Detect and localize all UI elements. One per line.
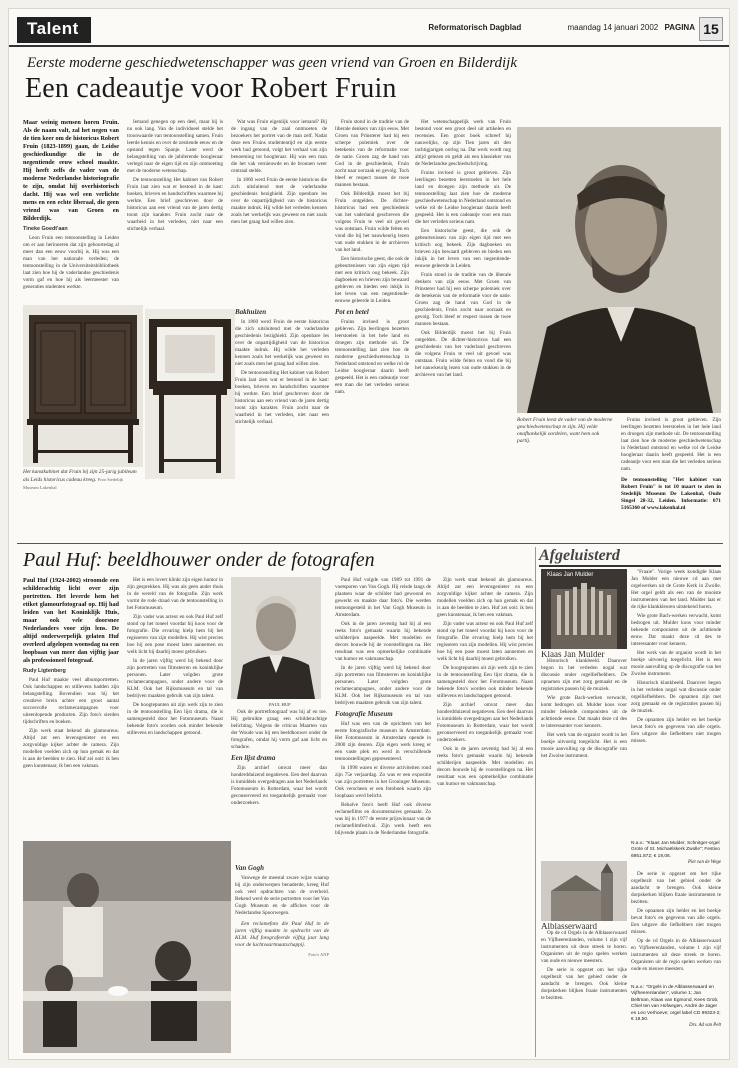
- paragraph: Zijn werk staat bekend als glamoureus. Altijd zat een levensgenieter en een zorgvuldige kijker achter de camera. Zijn modellen voelden zich op hun gemak en dat is aan de beelden te zien. Huf zei ooit: ik ben geen kunstenaar, ik ben een vakman.: [23, 728, 119, 769]
- paragraph: De opnamen zijn helder en het boekje bevat foto's en gegevens van alle orgels. Een uitgave die liefhebbers niet mogen missen.: [631, 908, 721, 935]
- sidebar-column-1b: [541, 923, 627, 1055]
- klm-photo: [23, 841, 231, 1053]
- header-meta: [428, 23, 695, 32]
- huf-portrait-illustration: [231, 577, 321, 699]
- organ-illustration: [541, 569, 627, 649]
- paragraph: Fruin stond in de traditie van de liberale denkers van zijn eeuw. Met Groen van Prinsterer had hij een scherpe polemiek over de betekenis van de reformatie voor de natie. Groen zag de hand van God in de geschiedenis, Fruin zocht naar oorzaak en gevolg. Toch bleef er respect tussen de twee mannen bestaan.: [415, 272, 511, 327]
- article-headline: Een cadeautje voor Robert Fruin: [25, 73, 397, 104]
- paragraph: In 1860 werd Fruin de eerste historicus die zich uitsluitend met de vaderlandse geschiedenis bezighield. Zijn openbare les over de onpartijdigheid van de historicus maakte indruk. Hij wilde het verleden kennen zoals het werkelijk was geweest en niet zoals men het graag had willen zien.: [235, 319, 329, 367]
- paragraph: Een historische geest, die ook de gebeurtenissen van zijn eigen tijd met een kritisch oog bekeek. Zijn dagboeken en brieven zijn bewaard gebleven en bieden een inkijk in het leven van een negentiende-eeuwse geleerde in Leiden.: [335, 256, 409, 304]
- photo-credit: Foto's ANP: [308, 952, 329, 957]
- display-case-illustration: [145, 309, 235, 479]
- sidebar-infobox-2: [631, 985, 721, 1030]
- paragraph: Wie grote Bach-werken verwacht, komt bedrogen uit. Mulder koos voor minder bekende componisten uit de achttiende eeuw. Dat maakt deze cd des te interessanter voor kenners.: [631, 613, 721, 647]
- article1-column-5: [415, 119, 511, 539]
- paragraph: Een historische geest, die ook de gebeurtenissen van zijn eigen tijd met een kritisch oog bekeek. Zijn dagboeken en brieven zijn bewaard gebleven en bieden een inkijk in het leven van een negentiende-eeuwse geleerde in Leiden.: [415, 228, 511, 269]
- article2-headline: Paul Huf: beeldhouwer onder de fotografen: [23, 549, 375, 571]
- cd-cover-mulder: [541, 569, 627, 649]
- article2-column-2: [127, 577, 223, 837]
- paragraph: De tentoonstelling Het kabinet van Robert Fruin laat zien wat er bestond in de kast: boeken, brieven en handschriften waarmee hij werkte. Een brief geschreven door de historicus aan een vriend van de jaren dertig toont zijn karakter. Fruin zocht naar de waarheid in het verleden, niet naar een stichtelijk verhaal.: [235, 370, 329, 425]
- subheading: Pot en betel: [335, 308, 369, 316]
- sidebar-infobox-1: [631, 841, 721, 867]
- subheading: Een lijst drama: [231, 754, 276, 762]
- sidebar-label: Afgeluisterd: [539, 547, 721, 567]
- paragraph: Historisch klankbeeld. Daarover begon in het verleden nogal wat discussie onder orgelliefhebbers. De opnamen zijn met zorg gemaakt en de registraties passen bij de muziek.: [631, 680, 721, 714]
- klm-photo-caption: Een reclamefoto die Paul Huf in de jaren vijftig maakte in opdracht van de KLM. Huf fotografeerde vijftig jaar lang voor de luchtvaartmaatschappij.: [235, 921, 329, 948]
- review-source: N.a.v.: "Klaas Jan Mulder, Schnitger-orgel Grote of St. Michaëlskerk Zwolle"; Festivo 6951.872; € 19,06.: [631, 841, 720, 859]
- article2-column-1: [23, 577, 119, 837]
- paragraph: In de jaren vijftig werd hij bekend door zijn portretten van filmsterren en koninklijke personen. Later volgden grote reclamecampagnes, onder andere voor de KLM. Ook het Rijksmuseum en tal van bedrijven maakten gebruik van zijn talent.: [335, 665, 431, 706]
- huf-portrait-photo: [231, 577, 321, 699]
- paragraph: De tentoonstelling Het kabinet van Robert Fruin laat zien wat er bestond in de kast: boeken, brieven en handschriften waarmee hij werkte. Een brief geschreven door de historicus aan een vriend van de jaren dertig toont zijn karakter. Fruin zocht naar de waarheid in het verleden, niet naar een stichtelijk verhaal.: [127, 177, 223, 232]
- church-photo: [541, 861, 627, 921]
- photo-credit: Foto Stedelijk Museum Lakenhal: [23, 477, 124, 490]
- article2-column-3b: [235, 861, 329, 1055]
- paragraph: Leon Fruin een tentoonstelling in Leiden om er aan herinneren dat zijn geboortedag al meer dan een eeuw voorbij is. Hij was een man van het nationale verleden; de tentoonstelling in de Universiteitsbibliotheek laat zien hoe hij de vaderlandse geschiedenis vorm gaf en hoe hij als leermeester van generaties studenten werkte.: [23, 235, 119, 290]
- article1-byline: Tineke Goedt'aan: [23, 226, 68, 232]
- church-illustration: [541, 861, 627, 921]
- paragraph: Ook Bilderdijk moest het bij Fruin ontgelden. De dichter-historicus had een geschiedenis van het vaderland geschreven die volgens Fruin te veel uit gevoel was ontstaan. Fruin wilde feiten en vond die bij het nauwkeurig lezen van oude stukken in de archieven van het land.: [415, 330, 511, 378]
- article2-column-3: [231, 709, 327, 859]
- sidebar-column-2b: [631, 871, 721, 981]
- section-label: Talent: [17, 17, 91, 43]
- subheading: Van Gogh: [235, 864, 264, 872]
- fruin-portrait-illustration: [517, 127, 721, 413]
- paragraph: Paul Huf maakte veel albumportretten. Ook landschappen en stillevens hadden zijn belangstelling. Bovendien was hij het creatieve brein achter een groot aantal succesvolle reclamecampagnes voor uiteenlopende producten. Zijn foto's sierden tijdschriften en boeken.: [23, 677, 119, 725]
- paragraph: Fruin stond in de traditie van de liberale denkers van zijn eeuw. Met Groen van Prinsterer had hij een scherpe polemiek over de betekenis van de reformatie voor de natie. Groen zag de hand van God in de geschiedenis, Fruin zocht naar oorzaak en gevolg. Toch bleef er respect tussen de twee mannen bestaan.: [335, 119, 409, 188]
- paragraph: Vanwege de meestal zware wijze waarop hij zijn onderwerpen benaderde, kreeg Huf ook veel opdrachten van de overheid. Bekend werd de serie portretten voor het Van Gogh Museum en de affiches voor de Nederlandse Spoorwegen.: [235, 875, 329, 916]
- article2-column-5: [437, 577, 533, 1057]
- article2-byline: Rudy Ligtenberg: [23, 668, 66, 674]
- cd-cover-title: Klaas Jan Mulder: [547, 572, 594, 578]
- paper-name: Reformatorisch Dagblad: [428, 23, 522, 32]
- paragraph: De serie is opgezet om het rijke orgelbezit van het gebied onder de aandacht te brengen. Ook kleine dorpskerken blijken fraaie instrumenten te bezitten.: [631, 871, 721, 905]
- article1-column-4: [335, 119, 409, 539]
- paragraph: Op de cd Orgels in de Alblasserwaard en Vijfheerenlanden, volume 1 zijn vijf instrumenten uit deze streek te horen. Organisten uit de regio spelen werken van oude en nieuwe meesters.: [541, 930, 627, 964]
- paragraph: Ook in de jaren zeventig had hij al een reeks foto's gemaakt waarin hij bekende schilderijen naspeelde. Met modellen en decors bouwde hij de voorstellingen na. Het resultaat was een opmerkelijke combinatie van humor en vakmanschap.: [437, 746, 533, 787]
- paragraph: "Fraaie". Vorige week kondigde Klaas Jan Mulder een nieuwe cd aan met orgelwerken uit de Grote Kerk in Zwolle. Het orgel geldt als een van de mooiste instrumenten van het land. Mulder laat er de rijke klankkleuren uitstekend horen.: [631, 569, 721, 610]
- paragraph: In 1998 waren er diverse activiteiten rond zijn 75e verjaardag. Zo was er een expositie van zijn portretten in het Groninger Museum. Ook verscheen er een fotoboek waarin zijn loopbaan werd belicht.: [335, 765, 431, 799]
- article1-column-1: [23, 119, 119, 299]
- paragraph: Het werk van de organist wordt in het boekje uitvoerig toegelicht. Het is een mooie aanvulling op de discografie van het Zwolse instrument.: [541, 732, 627, 759]
- paragraph: Het is een lovert klinkt zijn eigen humor in zijn gesprekken. Hij was als geen ander thuis in de wereld van de fotografie. Zijn werk vormt de rode draad van de tentoonstelling in het Fotomuseum.: [127, 577, 223, 611]
- exhibition-info: De tentoonstelling "Het kabinet van Robert Fruin" is tot 10 maart te zien in Stedelijk Museum De Lakenhal, Oude Singel 28-32, Leiden. Informatie: 071 5165360 of www.lakenhal.nl: [621, 477, 721, 511]
- review-source: N.a.v.: "Orgels in de Alblasserwaard en Vijfheerenlanden", volume 1; Jan Beltman, Klaas van Egmond, Kees Grob, Chiel ten van Hofwegen, André de Jager en Leo Verhoeve; orgel label CD 99323-2; € 18,50.: [631, 985, 721, 1023]
- sidebar-divider: [535, 547, 536, 1057]
- paragraph: In de jaren vijftig werd hij bekend door zijn portretten van filmsterren en koninklijke personen. Later volgden grote reclamecampagnes, onder andere voor de KLM. Ook het Rijksmuseum en tal van bedrijven maakten gebruik van zijn talent.: [127, 658, 223, 699]
- paragraph: Fruins invloed is groot gebleven. Zijn leerlingen bezetten leerstoelen in het hele land en droegen zijn methode uit. De tentoonstelling laat zien hoe de moderne geschiedwetenschap in Nederland ontstond en welke rol de Leidse hoogleraar daarin heeft gespeeld. Het is een cadeautje voor een man die het verleden serieus nam.: [335, 319, 409, 395]
- paragraph: Wie grote Bach-werken verwacht, komt bedrogen uit. Mulder koos voor minder bekende componisten uit de achttiende eeuw. Dat maakt deze cd des te interessanter voor kenners.: [541, 695, 627, 729]
- paragraph: Ook in de jaren zeventig had hij al een reeks foto's gemaakt waarin hij bekende schilderijen naspeelde. Met modellen en decors bouwde hij de voorstellingen na. Het resultaat was een opmerkelijke combinatie van humor en vakmanschap.: [335, 621, 431, 662]
- paragraph: De opnamen zijn helder en het boekje bevat foto's en gegevens van alle orgels. Een uitgave die liefhebbers niet mogen missen.: [631, 717, 721, 744]
- subheading: Fotografie Museum: [335, 710, 393, 718]
- review-signature: Drs. Ad van Pelt: [689, 1023, 721, 1029]
- paragraph: Het wetenschappelijk werk van Fruin bestond voor een groot deel uit artikelen en recensies. Een groot boek schreef hij nauwelijks, op zijn Tien jaren uit den tachtigjarigen oorlog na. Dat werk wordt nog altijd gelezen en geldt als een klassieker van de Nederlandse geschiedschrijving.: [415, 119, 511, 167]
- paragraph: De serie is opgezet om het rijke orgelbezit van het gebied onder de aandacht te brengen. Ook kleine dorpskerken blijken fraaie instrumenten te bezitten.: [541, 967, 627, 1001]
- caption-text: Het kunstkabinet dat Fruin bij zijn 25-jarig jubileum als Leids historicus cadeau kreeg.: [23, 469, 137, 483]
- page-header: [9, 9, 730, 47]
- paragraph: De hoogtepunten uit zijn werk zijn te zien in de tentoonstelling Een lijst drama, die is samengesteld door het Fotomuseum. Naast bekende foto's worden ook minder bekende stillevens en landschappen getoond.: [127, 702, 223, 736]
- paragraph: Op de cd Orgels in de Alblasserwaard en Vijfheerenlanden, volume 1 zijn vijf instrumenten uit deze streek te horen. Organisten uit de regio spelen werken van oude en nieuwe meesters.: [631, 938, 721, 972]
- subheading: Klaas Jan Mulder: [541, 651, 605, 659]
- section-divider: [17, 543, 723, 544]
- article1-lead: Maar weinig mensen horen Fruin. Als de naam valt, zal het negen van de tien keer om de historicus Robert Fruin (1823-1899) gaan, de Leidse geschiedkundige die in de negentiende eeuw school maakte. Hij heeft zelfs de vader van de moderne Nederlandse historiografie te zijn, omdat hij overhistorisch dacht. Hij was wel een verlichte mens en een echte liberaal, die geen vriend was van Groen en Bilderdijk.: [23, 119, 119, 222]
- paragraph: In 1860 werd Fruin de eerste historicus die zich uitsluitend met de vaderlandse geschiedenis bezighield. Zijn openbare les over de onpartijdigheid van de historicus maakte indruk. Hij wilde het verleden kennen zoals het werkelijk was geweest en niet zoals men het graag had willen zien.: [231, 177, 327, 225]
- paragraph: Zijn archief omvat meer dan honderdduizend negatieven. Een deel daarvan is inmiddels overgedragen aan het Nederlands Fotomuseum in Rotterdam, waar het wordt geconserveerd en toegankelijk gemaakt voor onderzoekers.: [231, 765, 327, 806]
- paragraph: Fruins invloed is groot gebleven. Zijn leerlingen bezetten leerstoelen in het hele land en droegen zijn methode uit. De tentoonstelling laat zien hoe de moderne geschiedwetenschap in Nederland ontstond en welke rol de Leidse hoogleraar daarin heeft gespeeld. Het is een cadeautje voor een man die het verleden serieus nam.: [621, 417, 721, 472]
- fruin-portrait-caption: Robert Fruin leest de vader van de moderne geschiedwetenschap te zijn. Hij velde onafhankelijk oordelen, want hem ook partij.: [517, 417, 613, 444]
- paragraph: Behalve foto's heeft Huf ook diverse reclamefilms en documentaires gemaakt. Zo was hij in 1977 de eerste prijswinnaar van de reclamefilmfestival. Zijn werk heeft een blijvende plaats in de Nederlandse fotografie.: [335, 802, 431, 836]
- page-number: 15: [699, 17, 723, 41]
- cabinet-photo: [23, 305, 143, 467]
- cabinet-caption: [23, 469, 139, 492]
- article1-column-3b: [235, 305, 329, 485]
- paragraph: Fruins invloed is groot gebleven. Zijn leerlingen bezetten leerstoelen in het hele land en droegen zijn methode uit. De tentoonstelling laat zien hoe de moderne geschiedwetenschap in Nederland ontstond en welke rol de Leidse hoogleraar daarin heeft gespeeld. Het is een cadeautje voor een man die het verleden serieus nam.: [415, 170, 511, 225]
- issue-date: maandag 14 januari 2002: [567, 23, 659, 32]
- article2-column-4: [335, 577, 431, 1057]
- subheading: Bakhuizen: [235, 308, 267, 316]
- review-signature: Piet van de Wege: [688, 860, 721, 866]
- article-kicker: Eerste moderne geschiedwetenschapper was geen vriend van Groen en Bilderdijk: [27, 55, 518, 71]
- paragraph: Huf was een van de oprichters van het eerste fotografische museum in Amsterdam. Het Fotomuseum in Amsterdam opende in 2000 zijn deuren. Zijn eigen werk kreeg er een vaste plek en werd in verschillende tentoonstellingen gepresenteerd.: [335, 721, 431, 762]
- huf-portrait-caption: PAUL HUF: [269, 702, 291, 707]
- article1-column-6: [621, 417, 721, 539]
- paragraph: Historisch klankbeeld. Daarover begon in het verleden nogal wat discussie onder orgelliefhebbers. De opnamen zijn met zorg gemaakt en de registraties passen bij de muziek.: [541, 658, 627, 692]
- display-case-photo: [145, 309, 235, 479]
- page-label: PAGINA: [664, 23, 695, 32]
- sidebar-column-2: [631, 569, 721, 839]
- fruin-portrait-photo: [517, 127, 721, 413]
- paragraph: Ook de portretfotograaf was hij af en toe. Hij gebruikte graag een schilderachtige belichting. Volgens de criticus Maarten van der Woude was hij een beeldhouwer onder de fotografen, omdat hij vorm gaf aan licht en schaduw.: [231, 709, 327, 750]
- klm-photo-illustration: [23, 841, 231, 1053]
- article1-column-3: [231, 119, 327, 299]
- paragraph: Het werk van de organist wordt in het boekje uitvoerig toegelicht. Het is een mooie aanvulling op de discografie van het Zwolse instrument.: [631, 650, 721, 677]
- paragraph: Zijn werk staat bekend als glamoureus. Altijd zat een levensgenieter en een zorgvuldige kijker achter de camera. Zijn modellen voelden zich op hun gemak en dat is aan de beelden te zien. Huf zei ooit: ik ben geen kunstenaar, ik ben een vakman.: [437, 577, 533, 618]
- paragraph: Iemand genegen op een deel, maar hij is nu ook lang. Van de individueel stelde het troonwaarde van tentoonstelling samen. Fruin leerde kennis en over de zestiende eeuw en de opstand tegen Spanje. Later werd de belangstelling van de jubilerende hoogleraar verlegd naar de eigen tijd en zijn ontmoeting met de moderne wetenschap.: [127, 119, 223, 174]
- newspaper-page: [8, 8, 730, 1060]
- paragraph: Zijn archief omvat meer dan honderdduizend negatieven. Een deel daarvan is inmiddels overgedragen aan het Nederlands Fotomuseum in Rotterdam, waar het wordt geconserveerd en toegankelijk gemaakt voor onderzoekers.: [437, 702, 533, 743]
- article2-lead: Paul Huf (1924-2002) stroomde een schilderachtig licht over zijn portretten. Het leverde hem het etiket glamourfotograaf op. Hij had leiden van het Koninklijk Huis, maar ook vele doorsnee Nederlanders voor zijn lens. De altijd onderwerpelijk gelaten Huf overleed afgelopen woensdag na een loopbaan van meer dan vijftig jaar als professioneel fotograaf.: [23, 577, 119, 664]
- sidebar-column-1: [541, 651, 627, 851]
- paragraph: Ook Bilderdijk moest het bij Fruin ontgelden. De dichter-historicus had een geschiedenis van het vaderland geschreven die volgens Fruin te veel uit gevoel was ontstaan. Fruin wilde feiten en vond die bij het nauwkeurig lezen van oude stukken in de archieven van het land.: [335, 191, 409, 253]
- paragraph: Paul Huf volgde van 1989 tot 1991 de voetsporen van Van Gogh. Hij reisde langs de plaatsen waar de schilder had gewoond en gewerkt en maakte daar foto's. Die werden tentoongesteld in het Van Gogh Museum in Amsterdam.: [335, 577, 431, 618]
- subheading: Alblasserwaard: [541, 923, 597, 931]
- paragraph: De hoogtepunten uit zijn werk zijn te zien in de tentoonstelling Een lijst drama, die is samengesteld door het Fotomuseum. Naast bekende foto's worden ook minder bekende stillevens en landschappen getoond.: [437, 665, 533, 699]
- paragraph: Wat was Fruin eigenlijk voor iemand? Bij de ingang van de zaal ontmoeten de bezoekers het portret van de man zelf. Nadat deze een Fruins studententijd en zijn eerste werk had getoond, volgt het verhaal van zijn benoeming tot hoogleraar. Hij was een man die het vak vernieuwde en de bronnen weer centraal stelde.: [231, 119, 327, 174]
- cabinet-illustration: [23, 305, 143, 467]
- article1-column-2: [127, 119, 223, 299]
- paragraph: Zijn vader was acteur en ook Paul Huf zelf stond op het toneel voordat hij koos voor de fotografie. Die ervaring hielp hem bij het regisseren van zijn modellen. Hij wist precies hoe hij een pose moest laten aannemen en welk licht hij daarbij moest gebruiken.: [437, 621, 533, 662]
- paragraph: Zijn vader was acteur en ook Paul Huf zelf stond op het toneel voordat hij koos voor de fotografie. Die ervaring hielp hem bij het regisseren van zijn modellen. Hij wist precies hoe hij een pose moest laten aannemen en welk licht hij daarbij moest gebruiken.: [127, 614, 223, 655]
